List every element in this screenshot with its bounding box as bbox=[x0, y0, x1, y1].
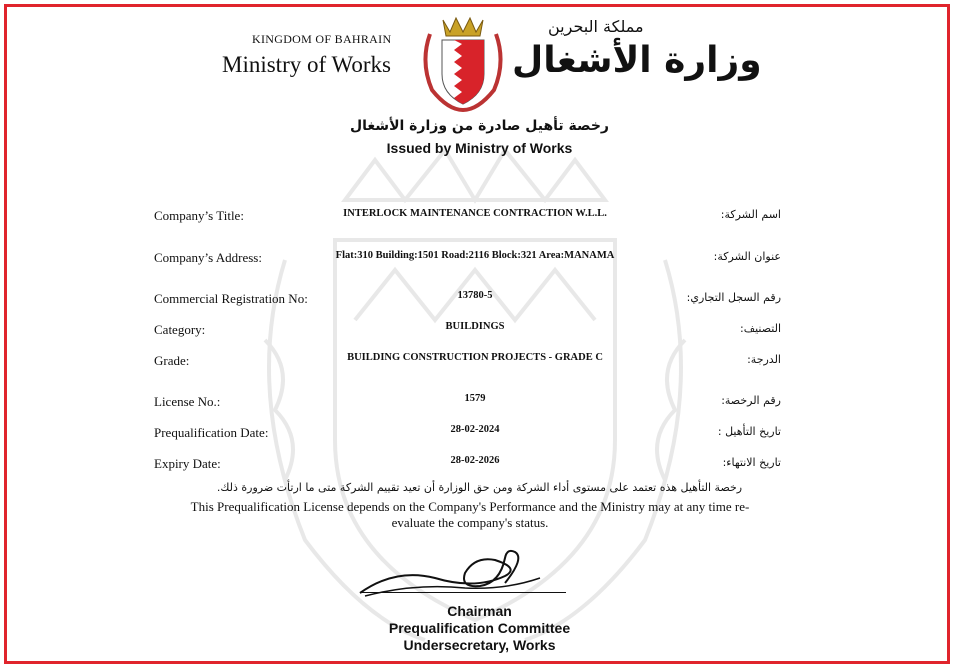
signature-line bbox=[362, 592, 566, 593]
grade-label: Grade: bbox=[154, 353, 190, 368]
cr-number-label: Commercial Registration No: bbox=[154, 291, 308, 306]
license-number-label-ar: رقم الرخصة: bbox=[721, 394, 781, 407]
ministry-label-ar: وزارة الأشغال bbox=[512, 40, 762, 81]
prequalification-date-label: Prequalification Date: bbox=[154, 425, 269, 440]
license-number-label: License No.: bbox=[154, 394, 221, 409]
kingdom-label-en: KINGDOM OF BAHRAIN bbox=[252, 32, 392, 46]
title-english: Issued by Ministry of Works bbox=[386, 140, 573, 156]
company-address-label: Company’s Address: bbox=[154, 250, 262, 265]
category-label-ar: التصنيف: bbox=[740, 322, 781, 335]
cr-number-value: 13780-5 bbox=[457, 290, 493, 301]
title-arabic: رخصة تأهيل صادرة من وزارة الأشغال bbox=[350, 118, 609, 134]
expiry-date-label-ar: تاريخ الانتهاء: bbox=[722, 456, 781, 469]
notice-arabic: رخصة التأهيل هذه تعتمد على مستوى أداء الشركة ومن حق الوزارة أن تعيد تقييم الشركة متى ما ارتأت ضرورة ذلك. bbox=[216, 481, 743, 494]
category-label: Category: bbox=[154, 322, 206, 337]
company-title-value: INTERLOCK MAINTENANCE CONTRACTION W.L.L. bbox=[343, 208, 607, 219]
signature bbox=[355, 538, 555, 608]
prequalification-date-value: 28-02-2024 bbox=[450, 424, 500, 435]
ministry-label-en: Ministry of Works bbox=[222, 52, 391, 77]
notice-english: This Prequalification License depends on the Company's Performance and the Ministry may at any time re-evaluate the company's status. bbox=[190, 499, 750, 530]
company-title-label-ar: اسم الشركة: bbox=[720, 208, 781, 221]
company-address-value: Flat:310 Building:1501 Road:2116 Block:321 Area:MANAMA bbox=[335, 250, 615, 261]
cr-number-label-ar: رقم السجل التجاري: bbox=[686, 291, 781, 304]
category-value: BUILDINGS bbox=[445, 321, 505, 332]
bahrain-emblem-icon bbox=[418, 12, 508, 112]
signatory-undersecretary: Undersecretary, Works bbox=[403, 637, 556, 653]
grade-value: BUILDING CONSTRUCTION PROJECTS - GRADE C bbox=[347, 352, 603, 363]
prequalification-date-label-ar: تاريخ التأهيل : bbox=[717, 425, 781, 438]
signatory-committee: Prequalification Committee bbox=[388, 620, 571, 636]
license-number-value: 1579 bbox=[464, 393, 486, 404]
expiry-date-label: Expiry Date: bbox=[154, 456, 221, 471]
company-title-label: Company’s Title: bbox=[154, 208, 244, 223]
signatory-chairman: Chairman bbox=[447, 603, 512, 619]
expiry-date-value: 28-02-2026 bbox=[450, 455, 500, 466]
company-address-label-ar: عنوان الشركة: bbox=[713, 250, 781, 263]
kingdom-label-ar: مملكة البحرين bbox=[548, 17, 644, 36]
grade-label-ar: الدرجة: bbox=[747, 353, 781, 366]
